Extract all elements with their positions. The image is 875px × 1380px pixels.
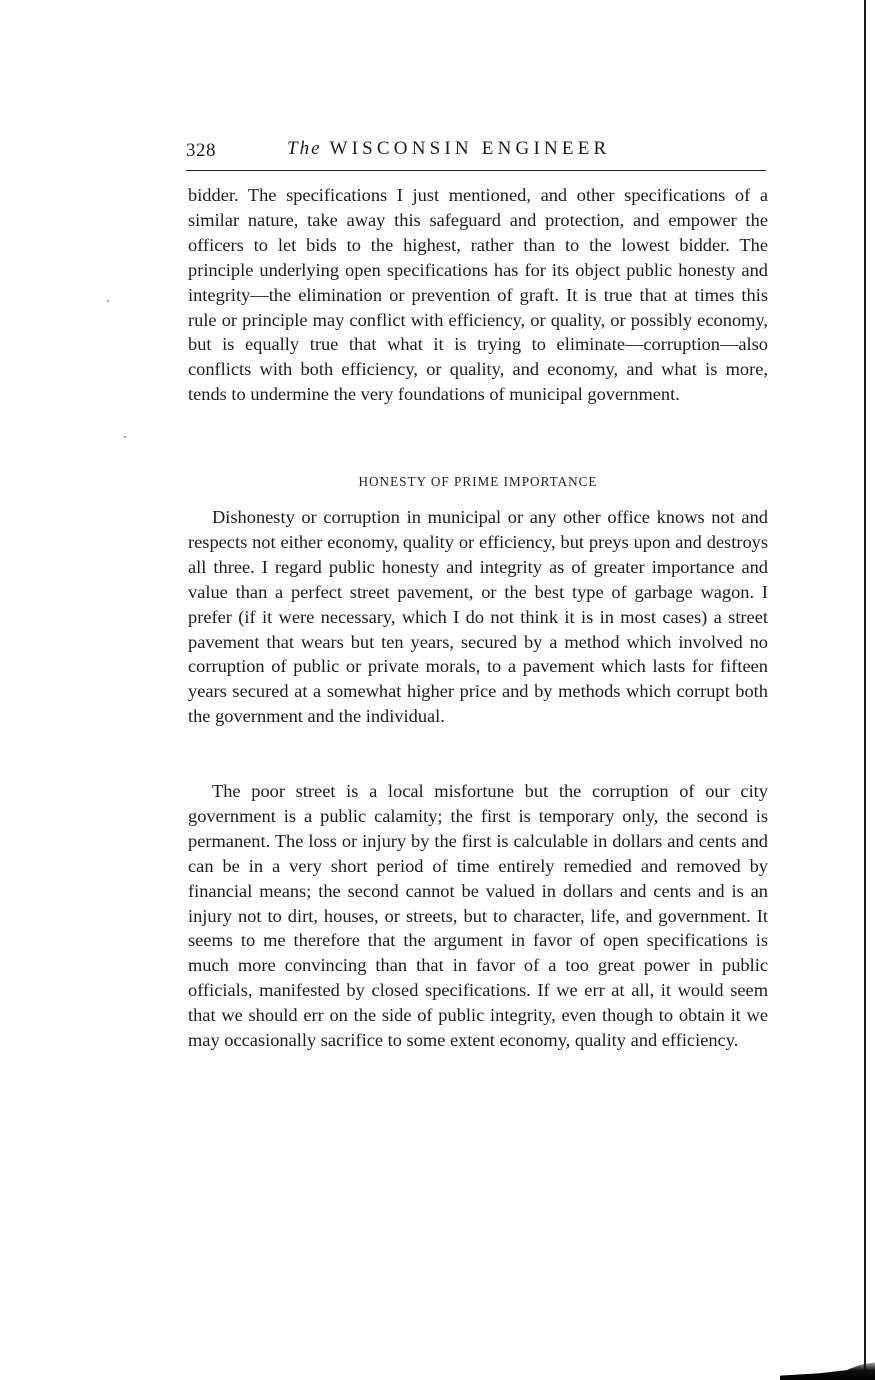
running-header	[186, 136, 766, 171]
page-number: 328	[186, 140, 216, 161]
scan-speck	[124, 436, 126, 438]
scan-speck	[107, 300, 109, 302]
paragraph-text: bidder. The specifications I just mentioned, and other specifications of a similar nature, take away this safeguard and protection, and empower the officers to let bids to the highest, rather than to the lowest bidder. The principle underlying open specifications has for its object public honesty and integrity—the elimination or prevention of graft. It is true that at times this rule or principle may conflict with efficiency, or quality, or possibly economy, but is equally true that what it is trying to eliminate—corruption—also conflicts with both efficiency, or quality, and economy, and what is more, tends to undermine the very foundations of municipal government.	[188, 185, 768, 405]
scan-smudge	[780, 1358, 875, 1380]
paragraph-text: The poor street is a local misfortune but the corruption of our city government is a public calamity; the first is temporary only, the second is permanent. The loss or injury by the first is calculable in dollars and cents and can be in a very short period of time entirely remedied and removed by financial means; the second cannot be valued in dollars and cents and is an injury not to dirt, houses, or streets, but to character, life, and government. It seems to me therefore that the argument in favor of open specifications is much more convincing than that in favor of a too great power in public officials, manifested by closed specifications. If we err at all, it would seem that we should err on the side of public integrity, even though to obtain it we may occasionally sacrifice to some extent economy, quality and efficiency.	[188, 781, 768, 1051]
journal-title-name: WISCONSIN ENGINEER	[329, 138, 611, 159]
body-paragraph-2	[188, 505, 768, 729]
journal-title-the: The	[287, 138, 322, 159]
page-edge	[864, 0, 866, 1375]
journal-title	[287, 138, 610, 160]
body-paragraph-3	[188, 779, 768, 1053]
body-paragraph-1	[188, 183, 768, 407]
section-heading: HONESTY OF PRIME IMPORTANCE	[358, 474, 598, 489]
paragraph-text: Dishonesty or corruption in municipal or any other office knows not and respects not either economy, quality or efficiency, but preys upon and destroys all three. I regard public honesty and integrity as of greater importance and value than a perfect street pavement, or the best type of garbage wagon. I prefer (if it were necessary, which I do not think it is in most cases) a street pavement that wears but ten years, secured by a method which involved no corruption of public or private morals, to a pavement which lasts for fifteen years secured at a somewhat higher price and by methods which corrupt both the government and the individual.	[188, 507, 768, 727]
